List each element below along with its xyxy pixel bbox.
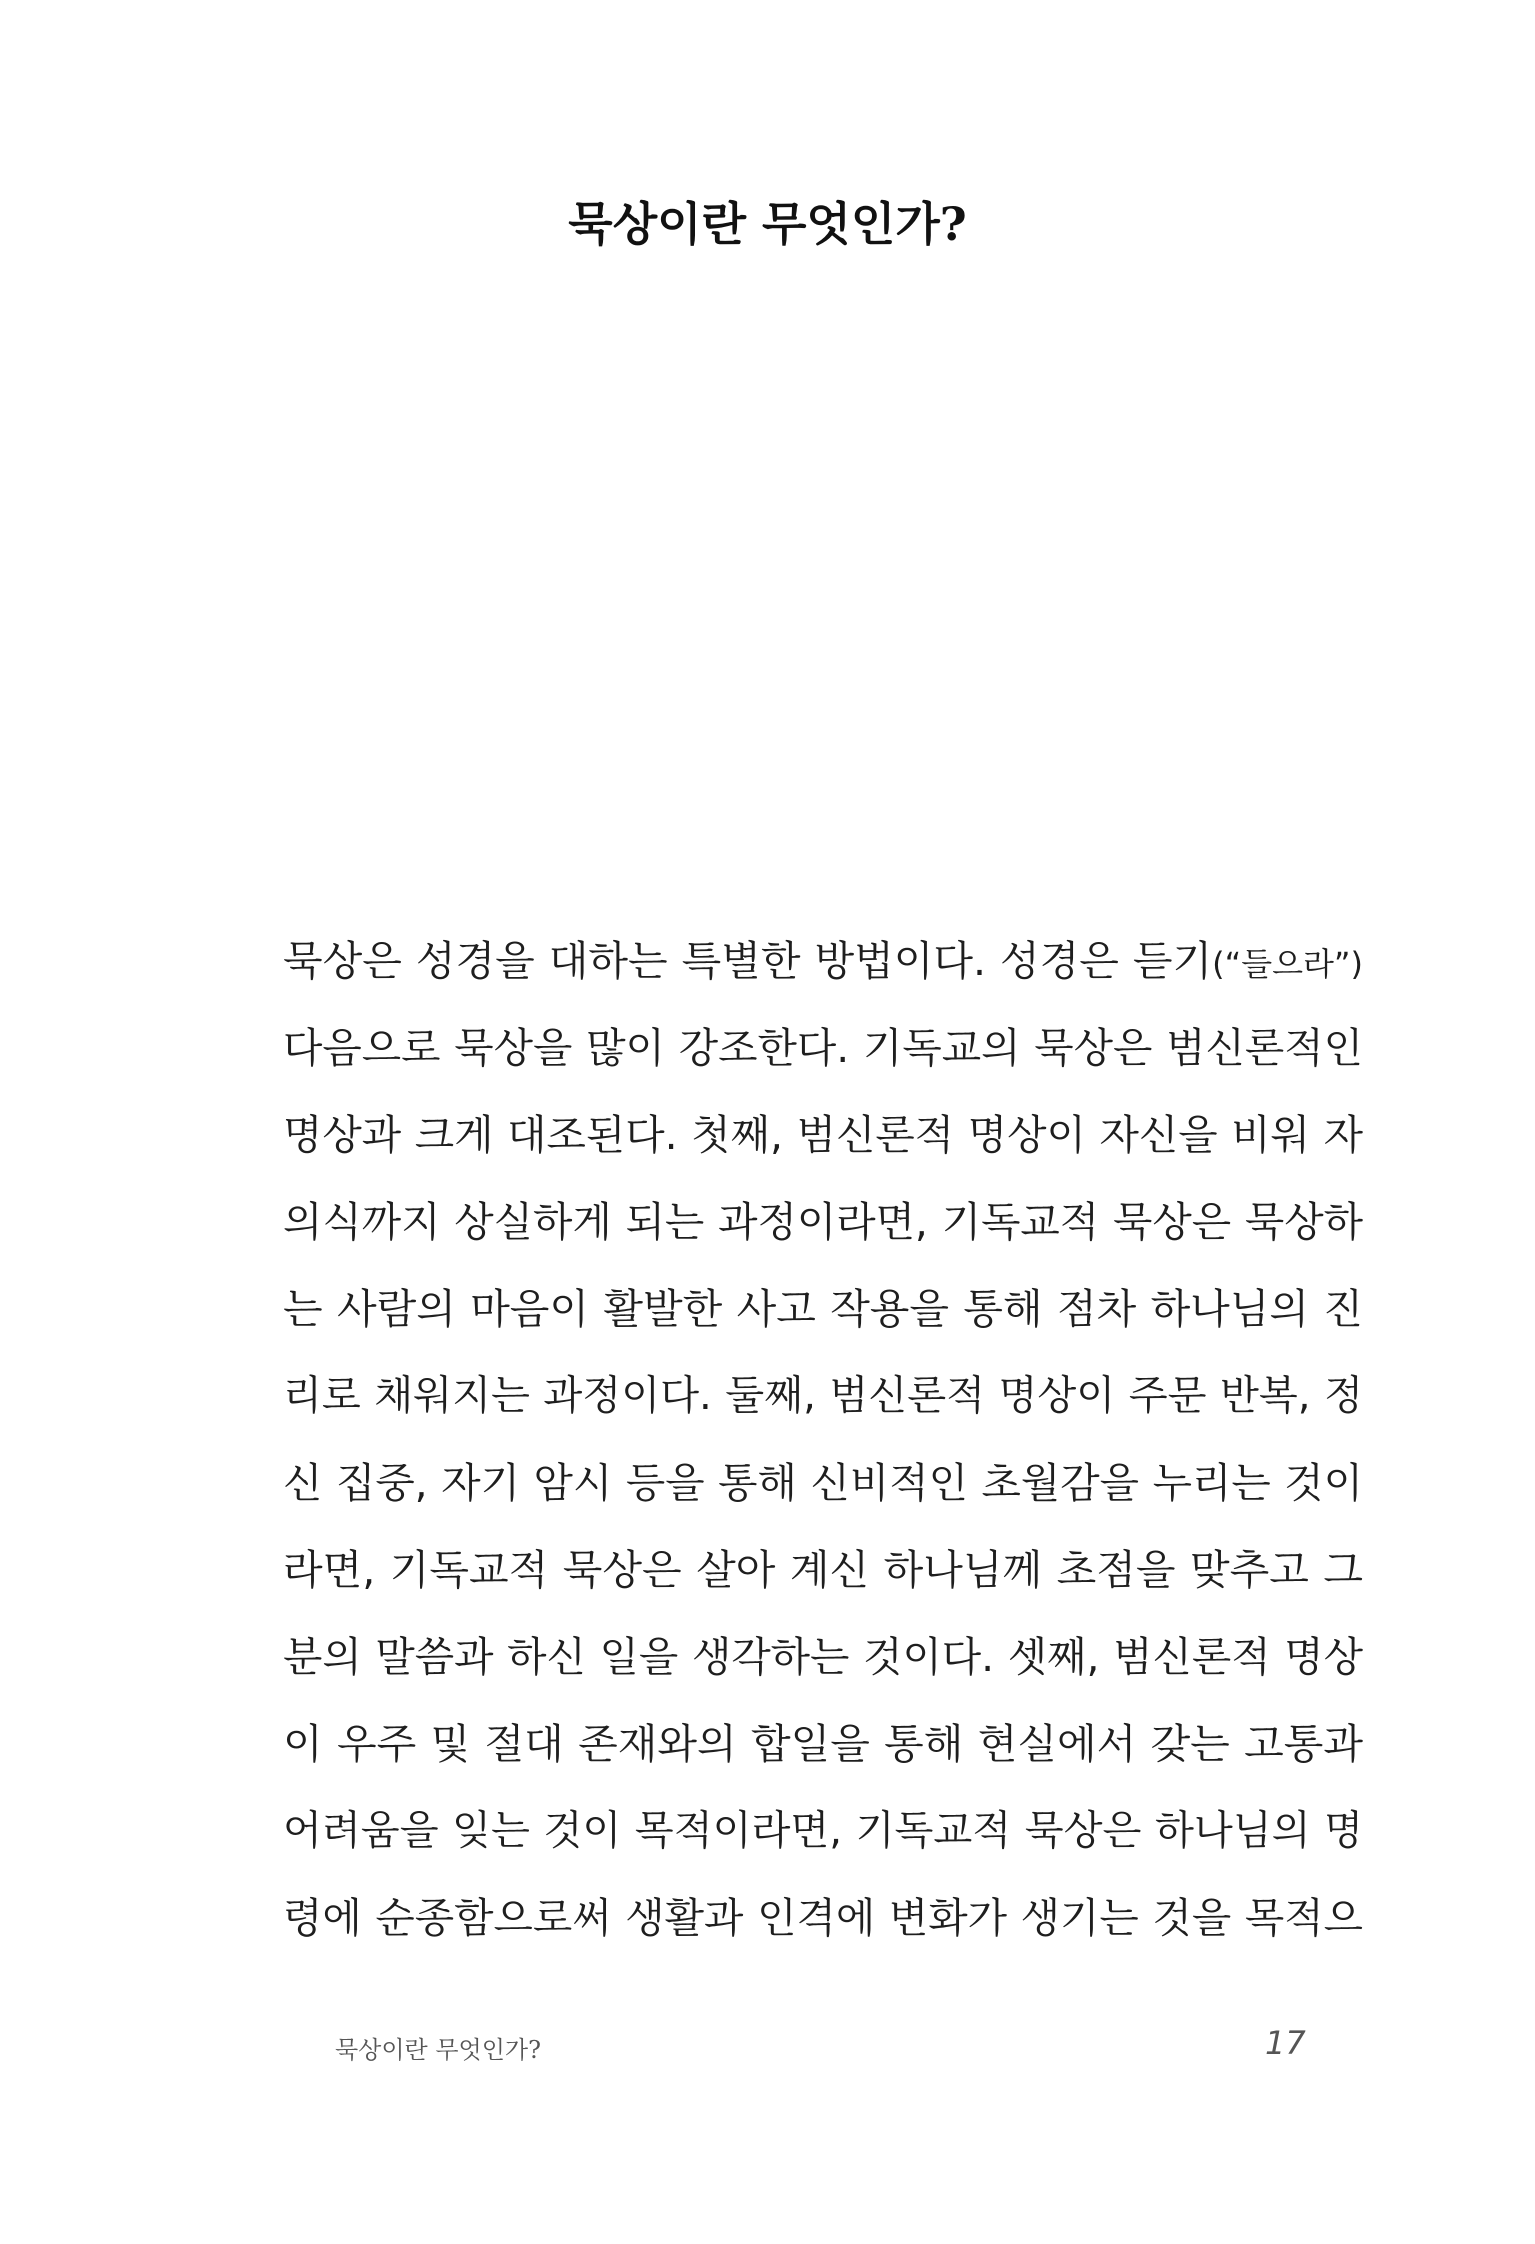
body-line [283, 1614, 1363, 1701]
running-title: 묵상이란 무엇인가? [335, 2036, 541, 2064]
body-line [283, 1092, 1363, 1179]
body-line-text: 령에 순종함으로써 생활과 인격에 변화가 생기는 것을 목적으 [283, 1894, 1363, 1942]
body-line [283, 1440, 1363, 1527]
body-line-aside: (“들으라”) [1212, 945, 1363, 983]
body-line-text: 분의 말씀과 하신 일을 생각하는 것이다. 셋째, 범신론적 명상 [283, 1633, 1363, 1681]
body-line-text: 묵상은 성경을 대하는 특별한 방법이다. 성경은 듣기 [283, 937, 1213, 985]
body-line-text: 의식까지 상실하게 되는 과정이라면, 기독교적 묵상은 묵상하 [283, 1198, 1363, 1246]
body-line [283, 1179, 1363, 1266]
body-line [283, 1527, 1363, 1614]
body-line-text: 다음으로 묵상을 많이 강조한다. 기독교의 묵상은 범신론적인 [283, 1024, 1363, 1072]
body-line [283, 1266, 1363, 1353]
body-text [283, 918, 1363, 1962]
body-line [283, 1353, 1363, 1440]
body-line-text: 어려움을 잊는 것이 목적이라면, 기독교적 묵상은 하나님의 명 [283, 1808, 1363, 1854]
page-title: 묵상이란 무엇인가? [568, 197, 967, 251]
body-line [283, 918, 1363, 1005]
body-line-text: 라면, 기독교적 묵상은 살아 계신 하나님께 초점을 맞추고 그 [283, 1546, 1363, 1594]
page-number: 17 [1265, 2024, 1306, 2062]
body-line-text: 신 집중, 자기 암시 등을 통해 신비적인 초월감을 누리는 것이 [283, 1459, 1363, 1507]
body-line-text: 명상과 크게 대조된다. 첫째, 범신론적 명상이 자신을 비워 자 [283, 1111, 1364, 1159]
body-line-text: 이 우주 및 절대 존재와의 합일을 통해 현실에서 갖는 고통과 [283, 1720, 1363, 1768]
body-line-text: 는 사람의 마음이 활발한 사고 작용을 통해 점차 하나님의 진 [283, 1285, 1363, 1333]
body-line-text: 리로 채워지는 과정이다. 둘째, 범신론적 명상이 주문 반복, 정 [283, 1373, 1363, 1419]
body-line [283, 1875, 1363, 1962]
body-line [283, 1701, 1363, 1788]
body-line [283, 1005, 1363, 1092]
body-line [283, 1788, 1363, 1875]
